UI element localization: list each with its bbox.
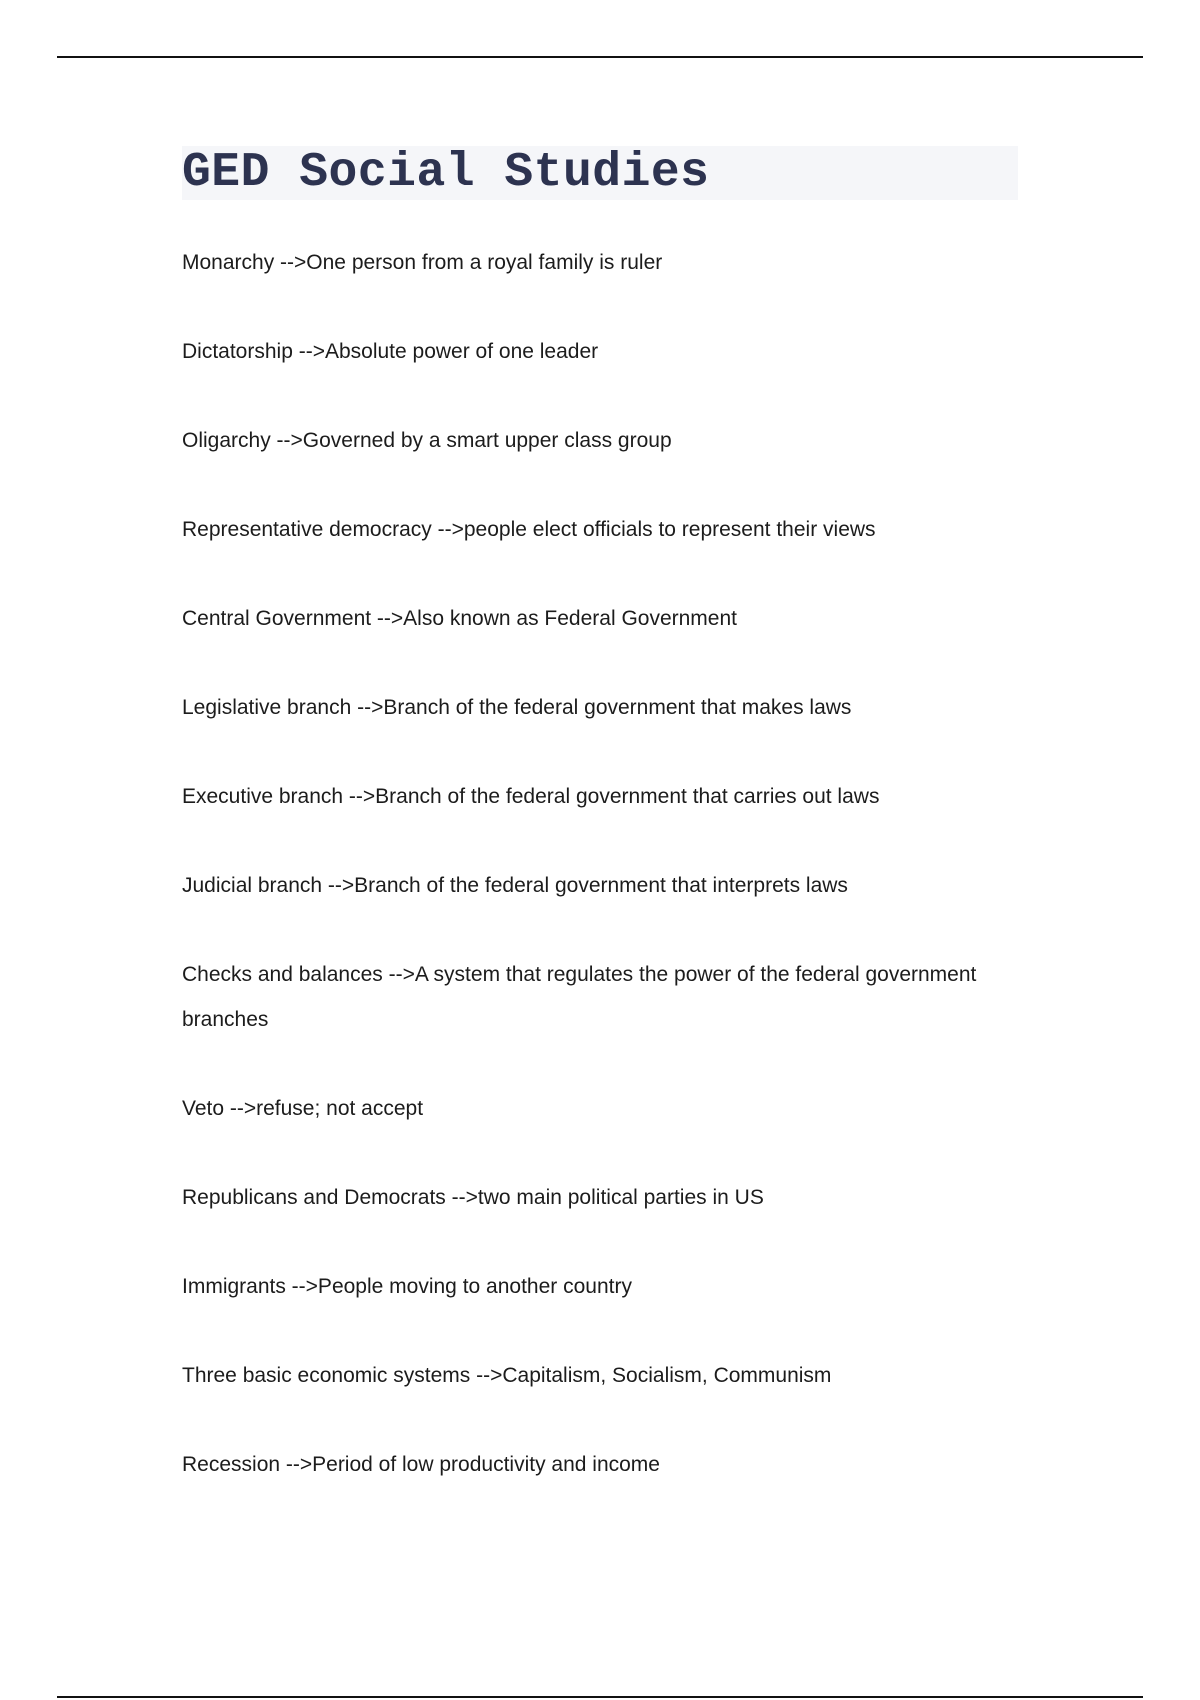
list-item: Recession -->Period of low productivity and income bbox=[182, 1453, 660, 1476]
page-title: GED Social Studies bbox=[182, 146, 710, 200]
list-item: Central Government -->Also known as Federal Government bbox=[182, 607, 737, 630]
list-item: Veto -->refuse; not accept bbox=[182, 1097, 424, 1120]
list-item: Representative democracy -->people elect officials to represent their views bbox=[182, 518, 876, 541]
flashcard-list bbox=[182, 240, 1042, 1531]
title-banner bbox=[182, 146, 1018, 200]
list-item: Immigrants -->People moving to another country bbox=[182, 1275, 632, 1298]
list-item: Oligarchy -->Governed by a smart upper class group bbox=[182, 429, 672, 452]
list-item: Dictatorship -->Absolute power of one leader bbox=[182, 340, 599, 363]
list-item: Executive branch -->Branch of the federal government that carries out laws bbox=[182, 785, 880, 808]
list-item: Republicans and Democrats -->two main political parties in US bbox=[182, 1186, 764, 1209]
top-divider bbox=[57, 56, 1143, 58]
list-item: Monarchy -->One person from a royal family is ruler bbox=[182, 251, 663, 274]
list-item: Judicial branch -->Branch of the federal government that interprets laws bbox=[182, 874, 848, 897]
bottom-divider bbox=[57, 1696, 1143, 1698]
list-item: Checks and balances -->A system that regulates the power of the federal government branches bbox=[182, 963, 977, 1031]
list-item: Three basic economic systems -->Capitalism, Socialism, Communism bbox=[182, 1364, 832, 1387]
list-item: Legislative branch -->Branch of the federal government that makes laws bbox=[182, 696, 852, 719]
